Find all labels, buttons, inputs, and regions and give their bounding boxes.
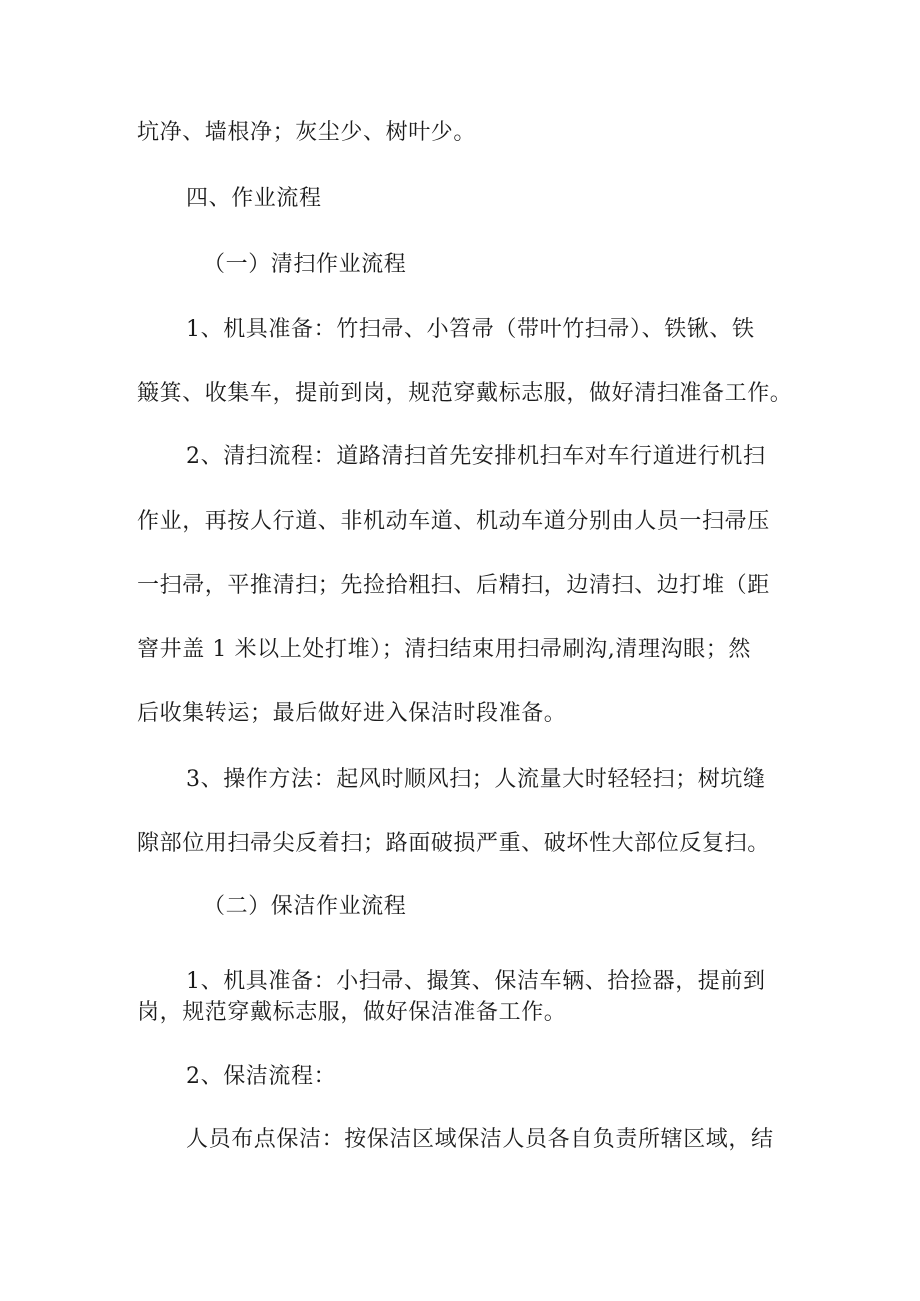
text-line-method-2: 隙部位用扫帚尖反着扫；路面破损严重、破坏性大部位反复扫。 [137,831,770,856]
text-line-process-5: 后收集转运；最后做好进入保洁时段准备。 [137,701,567,726]
text-line-staff-placement: 人员布点保洁：按保洁区域保洁人员各自负责所辖区域，结 [186,1127,774,1152]
text-line-maint-process: 2、保洁流程： [186,1064,337,1089]
text-line-method-1: 3、操作方法：起风时顺风扫；人流量大时轻轻扫；树坑缝 [186,767,766,792]
text-line-cont-1: 坑净、墙根净；灰尘少、树叶少。 [137,120,477,145]
subsection-heading-cleaning: （一）清扫作业流程 [203,252,407,277]
text-line-maint-equipment-1: 1、机具准备：小扫帚、撮箕、保洁车辆、拾捡器，提前到 [186,969,766,994]
text-line-process-2: 作业，再按人行道、非机动车道、机动车道分别由人员一扫帚压 [137,509,770,534]
text-line-equipment-1: 1、机具准备：竹扫帚、小笤帚（带叶竹扫帚）、铁锹、铁 [186,317,755,342]
text-line-equipment-2: 簸箕、收集车，提前到岗，规范穿戴标志服，做好清扫准备工作。 [137,381,793,406]
text-line-process-1: 2、清扫流程：道路清扫首先安排机扫车对车行道进行机扫 [186,444,766,469]
text-line-maint-equipment-2: 岗，规范穿戴标志服，做好保洁准备工作。 [137,1000,567,1025]
subsection-heading-maintenance: （二）保洁作业流程 [203,894,407,919]
section-heading-workflow: 四、作业流程 [186,186,322,211]
text-line-process-4: 窨井盖 1 米以上处打堆）；清扫结束用扫帚刷沟,清理沟眼；然 [137,637,751,662]
text-line-process-3: 一扫帚，平推清扫；先捡拾粗扫、后精扫，边清扫、边打堆（距 [137,573,770,598]
